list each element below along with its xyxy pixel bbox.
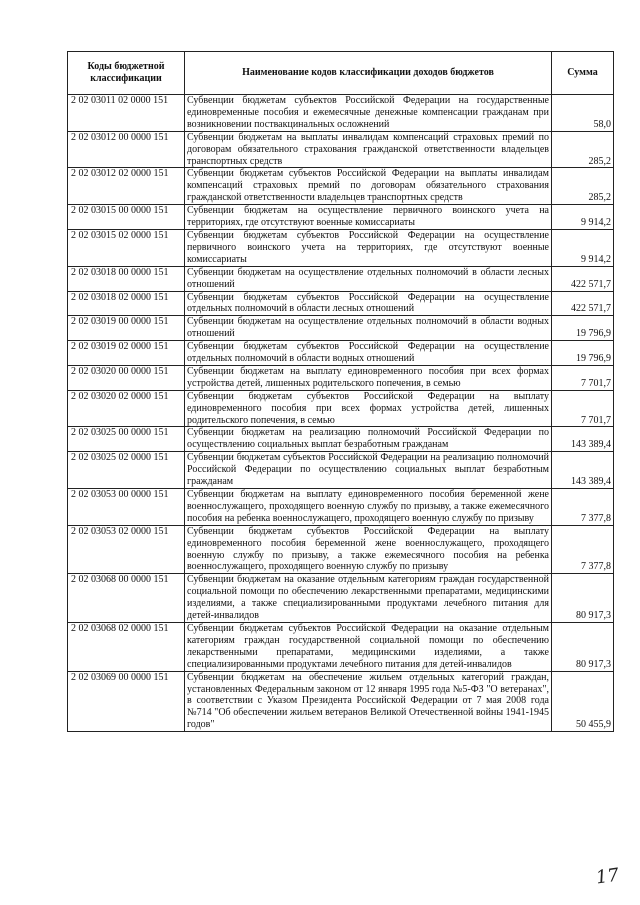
row-sum: 80 917,3 — [552, 574, 614, 623]
table-row — [68, 95, 614, 132]
row-code: 2 02 03012 02 0000 151 — [68, 168, 185, 205]
row-code: 2 02 03011 02 0000 151 — [68, 95, 185, 132]
table-header-row — [68, 52, 614, 95]
row-sum: 143 389,4 — [552, 452, 614, 489]
row-sum: 9 914,2 — [552, 205, 614, 230]
header-codes: Коды бюджетной классификации — [68, 52, 185, 95]
table-row — [68, 316, 614, 341]
row-name: Субвенции бюджетам на осуществление первичного воинского учета на территориях, где отсутствуют военные комиссариаты — [185, 205, 552, 230]
row-sum: 422 571,7 — [552, 291, 614, 316]
row-code: 2 02 03020 00 0000 151 — [68, 365, 185, 390]
row-sum: 9 914,2 — [552, 229, 614, 266]
row-sum: 7 701,7 — [552, 390, 614, 427]
row-code: 2 02 03018 00 0000 151 — [68, 266, 185, 291]
row-name: Субвенции бюджетам на осуществление отдельных полномочий в области лесных отношений — [185, 266, 552, 291]
row-name: Субвенции бюджетам на реализацию полномочий Российской Федерации по осуществлению социальных выплат безработным гражданам — [185, 427, 552, 452]
row-name: Субвенции бюджетам на выплату единовременного пособия беременной жене военнослужащего, проходящего военную службу по призыву, а также ежемесячного пособия на ребенка военнослужащего, проходящего военную службу по призыву — [185, 489, 552, 526]
row-name: Субвенции бюджетам на выплату единовременного пособия при всех формах устройства детей, лишенных родительского попечения, в семью — [185, 365, 552, 390]
row-code: 2 02 03015 00 0000 151 — [68, 205, 185, 230]
table-row — [68, 341, 614, 366]
row-code: 2 02 03018 02 0000 151 — [68, 291, 185, 316]
table-row — [68, 229, 614, 266]
row-name: Субвенции бюджетам на осуществление отдельных полномочий в области водных отношений — [185, 316, 552, 341]
table-row — [68, 131, 614, 168]
budget-codes-document — [67, 51, 613, 732]
row-sum: 285,2 — [552, 168, 614, 205]
row-sum: 7 377,8 — [552, 489, 614, 526]
table-row — [68, 168, 614, 205]
table-row — [68, 622, 614, 671]
row-name: Субвенции бюджетам субъектов Российской Федерации на оказание отдельным категориям граждан государственной социальной помощи по обеспечению лекарственными препаратами, медицинскими изделиями, а также специализированными продуктами лечебного питания для детей-инвалидов — [185, 622, 552, 671]
page-number: 17 — [594, 864, 621, 889]
table-row — [68, 365, 614, 390]
row-code: 2 02 03019 02 0000 151 — [68, 341, 185, 366]
row-sum: 19 796,9 — [552, 341, 614, 366]
table-row — [68, 489, 614, 526]
row-sum: 58,0 — [552, 95, 614, 132]
row-code: 2 02 03025 00 0000 151 — [68, 427, 185, 452]
row-code: 2 02 03068 00 0000 151 — [68, 574, 185, 623]
header-name: Наименование кодов классификации доходов бюджетов — [185, 52, 552, 95]
row-name: Субвенции бюджетам субъектов Российской Федерации на осуществление отдельных полномочий в области лесных отношений — [185, 291, 552, 316]
table-row — [68, 390, 614, 427]
table-row — [68, 205, 614, 230]
table-row — [68, 266, 614, 291]
table-row — [68, 574, 614, 623]
row-name: Субвенции бюджетам на оказание отдельным категориям граждан государственной социальной помощи по обеспечению лекарственными препаратами, медицинскими изделиями, а также специализированными продуктами лечебного питания для детей-инвалидов — [185, 574, 552, 623]
row-sum: 19 796,9 — [552, 316, 614, 341]
row-name: Субвенции бюджетам субъектов Российской Федерации на выплату единовременного пособия беременной жене военнослужащего, проходящего военную службу по призыву, а также ежемесячного пособия на ребенка военнослужащего, проходящего военную службу по призыву — [185, 525, 552, 574]
row-name: Субвенции бюджетам субъектов Российской Федерации на выплату единовременного пособия при всех формах устройства детей, лишенных родительского попечения, в семью — [185, 390, 552, 427]
row-name: Субвенции бюджетам на выплаты инвалидам компенсаций страховых премий по договорам обязательного страхования гражданской ответственности владельцев транспортных средств — [185, 131, 552, 168]
row-sum: 7 377,8 — [552, 525, 614, 574]
row-sum: 80 917,3 — [552, 622, 614, 671]
row-name: Субвенции бюджетам субъектов Российской Федерации на реализацию полномочий Российской Федерации по осуществлению социальных выплат безработным гражданам — [185, 452, 552, 489]
table-row — [68, 525, 614, 574]
row-sum: 285,2 — [552, 131, 614, 168]
budget-revenue-table — [67, 51, 614, 732]
row-sum: 50 455,9 — [552, 671, 614, 732]
table-row — [68, 452, 614, 489]
row-sum: 7 701,7 — [552, 365, 614, 390]
table-row — [68, 427, 614, 452]
row-name: Субвенции бюджетам субъектов Российской Федерации на осуществление первичного воинского учета на территориях, где отсутствуют военные комиссариаты — [185, 229, 552, 266]
row-code: 2 02 03015 02 0000 151 — [68, 229, 185, 266]
row-code: 2 02 03012 00 0000 151 — [68, 131, 185, 168]
row-sum: 422 571,7 — [552, 266, 614, 291]
row-name: Субвенции бюджетам на обеспечение жильем отдельных категорий граждан, установленных Федеральным законом от 12 января 1995 года №5-ФЗ "О ветеранах", в соответствии с Указом Президента Российской Федерации от 7 мая 2008 года №714 "Об обеспечении жильем ветеранов Великой Отечественной войны 1941-1945 годов" — [185, 671, 552, 732]
row-code: 2 02 03025 02 0000 151 — [68, 452, 185, 489]
table-row — [68, 671, 614, 732]
row-code: 2 02 03053 02 0000 151 — [68, 525, 185, 574]
header-sum: Сумма — [552, 52, 614, 95]
row-sum: 143 389,4 — [552, 427, 614, 452]
table-row — [68, 291, 614, 316]
row-code: 2 02 03019 00 0000 151 — [68, 316, 185, 341]
row-code: 2 02 03068 02 0000 151 — [68, 622, 185, 671]
row-name: Субвенции бюджетам субъектов Российской Федерации на выплаты инвалидам компенсаций страховых премий по договорам обязательного страхования гражданской ответственности владельцев транспортных средств — [185, 168, 552, 205]
row-name: Субвенции бюджетам субъектов Российской Федерации на государственные единовременные пособия и ежемесячные денежные компенсации гражданам при возникновении поствакцинальных осложнений — [185, 95, 552, 132]
row-code: 2 02 03020 02 0000 151 — [68, 390, 185, 427]
row-code: 2 02 03069 00 0000 151 — [68, 671, 185, 732]
row-name: Субвенции бюджетам субъектов Российской Федерации на осуществление отдельных полномочий в области водных отношений — [185, 341, 552, 366]
row-code: 2 02 03053 00 0000 151 — [68, 489, 185, 526]
